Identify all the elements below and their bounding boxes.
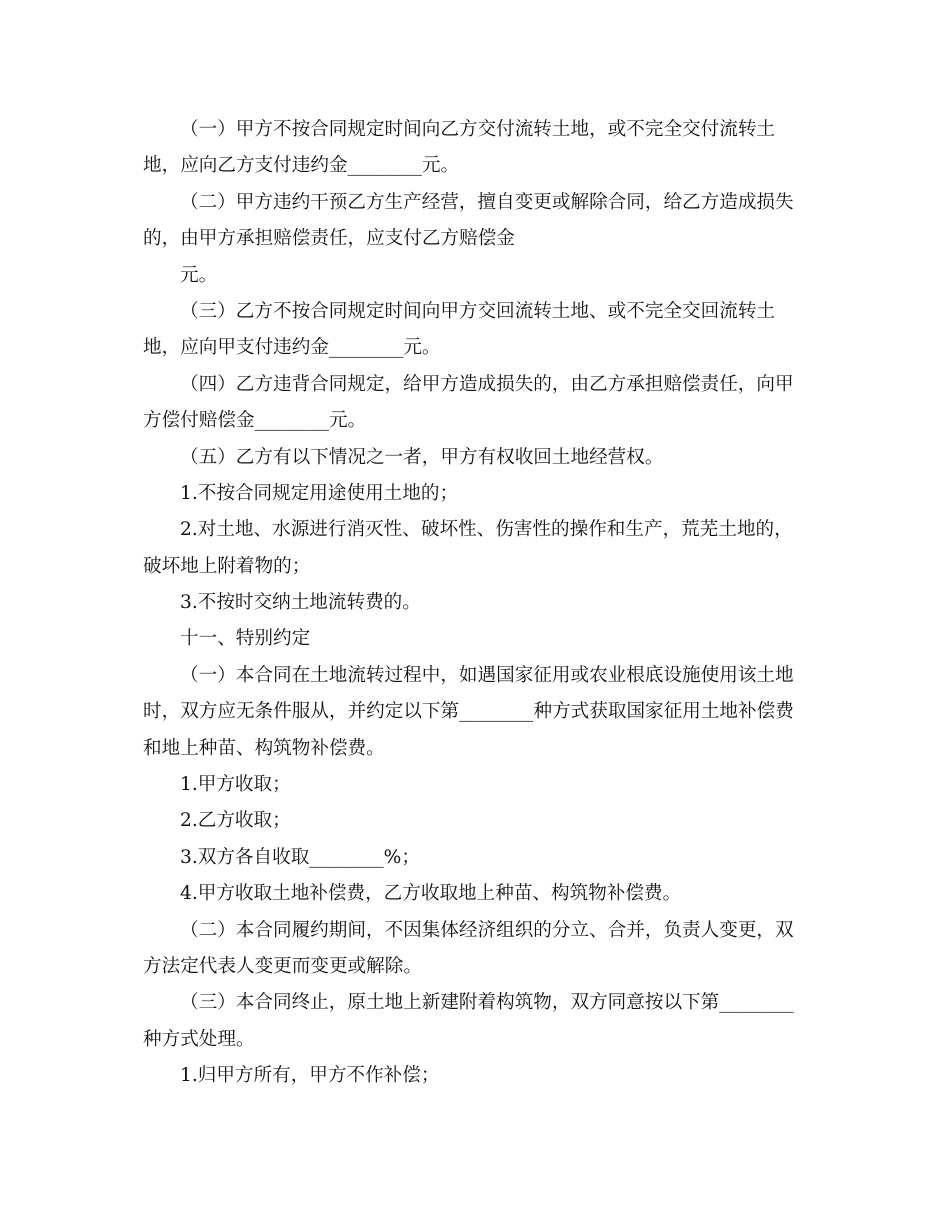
text-line: 地，应向甲支付违约金________元。 — [143, 337, 441, 359]
text-line: 4.甲方收取土地补偿费，乙方收取地上种苗、构筑物补偿费。 — [180, 883, 682, 905]
text-line: （二）本合同履约期间，不因集体经济组织的分立、合并，负责人变更，双 — [180, 919, 794, 941]
paragraph-land-requisition — [143, 658, 823, 767]
text-line: （五）乙方有以下情况之一者，甲方有权收回土地经营权。 — [180, 446, 664, 468]
text-line: 3.双方各自收取________%； — [180, 846, 420, 868]
text-line: （二）甲方违约干预乙方生产经营，擅自变更或解除合同，给乙方造成损失 — [180, 191, 794, 213]
text-line: （一）甲方不按合同规定时间向乙方交付流转土地，或不完全交付流转土 — [180, 119, 776, 140]
list-item — [143, 840, 823, 876]
text-line: 1.不按合同规定用途使用土地的； — [180, 482, 459, 504]
text-line: 1.归甲方所有，甲方不作补偿； — [180, 1065, 440, 1087]
paragraph-contract-termination — [143, 985, 823, 1058]
text-line: 2.乙方收取； — [180, 810, 291, 832]
list-item — [143, 767, 823, 803]
section-heading-special-agreement — [143, 621, 823, 657]
section-title: 十一、特别约定 — [180, 628, 311, 650]
text-line: （四）乙方违背合同规定，给甲方造成损失的，由乙方承担赔偿责任，向甲 — [180, 373, 794, 395]
paragraph-party-a-interference — [143, 185, 823, 294]
paragraph-party-b-breach — [143, 367, 823, 440]
text-line: （三）本合同终止，原土地上新建附着构筑物，双方同意按以下第________ — [180, 992, 794, 1014]
text-line: 时，双方应无条件服从，并约定以下第________种方式获取国家征用土地补偿费 — [143, 701, 794, 723]
list-item — [143, 803, 823, 839]
text-line: 1.甲方收取； — [180, 774, 291, 796]
list-item — [143, 1058, 823, 1094]
document-body — [143, 112, 823, 1095]
list-item — [143, 876, 823, 912]
text-line: 和地上种苗、构筑物补偿费。 — [143, 737, 385, 759]
text-line: 种方式处理。 — [143, 1028, 255, 1050]
text-line: （一）本合同在土地流转过程中，如遇国家征用或农业根底设施使用该土地 — [180, 664, 794, 686]
text-line: 方法定代表人变更而变更或解除。 — [143, 955, 422, 977]
text-line: （三）乙方不按合同规定时间向甲方交回流转土地、或不完全交回流转土 — [180, 300, 776, 322]
paragraph-contract-continuity — [143, 913, 823, 986]
paragraph-party-b-late-return — [143, 294, 823, 367]
list-item — [143, 512, 823, 585]
text-line: 的，由甲方承担赔偿责任，应支付乙方赔偿金 — [143, 228, 515, 250]
paragraph-party-a-late-delivery — [143, 112, 823, 185]
text-line: 破坏地上附着物的； — [143, 555, 311, 577]
text-line: 方偿付赔偿金________元。 — [143, 410, 367, 432]
list-item — [143, 585, 823, 621]
paragraph-revocation-conditions — [143, 440, 823, 476]
list-item — [143, 476, 823, 512]
text-line: 元。 — [180, 264, 218, 286]
text-line: 3.不按时交纳土地流转费的。 — [180, 592, 421, 614]
text-line: 地，应向乙方支付违约金________元。 — [143, 155, 460, 177]
text-line: 2.对土地、水源进行消灭性、破坏性、伤害性的操作和生产，荒芜土地的， — [180, 519, 793, 541]
